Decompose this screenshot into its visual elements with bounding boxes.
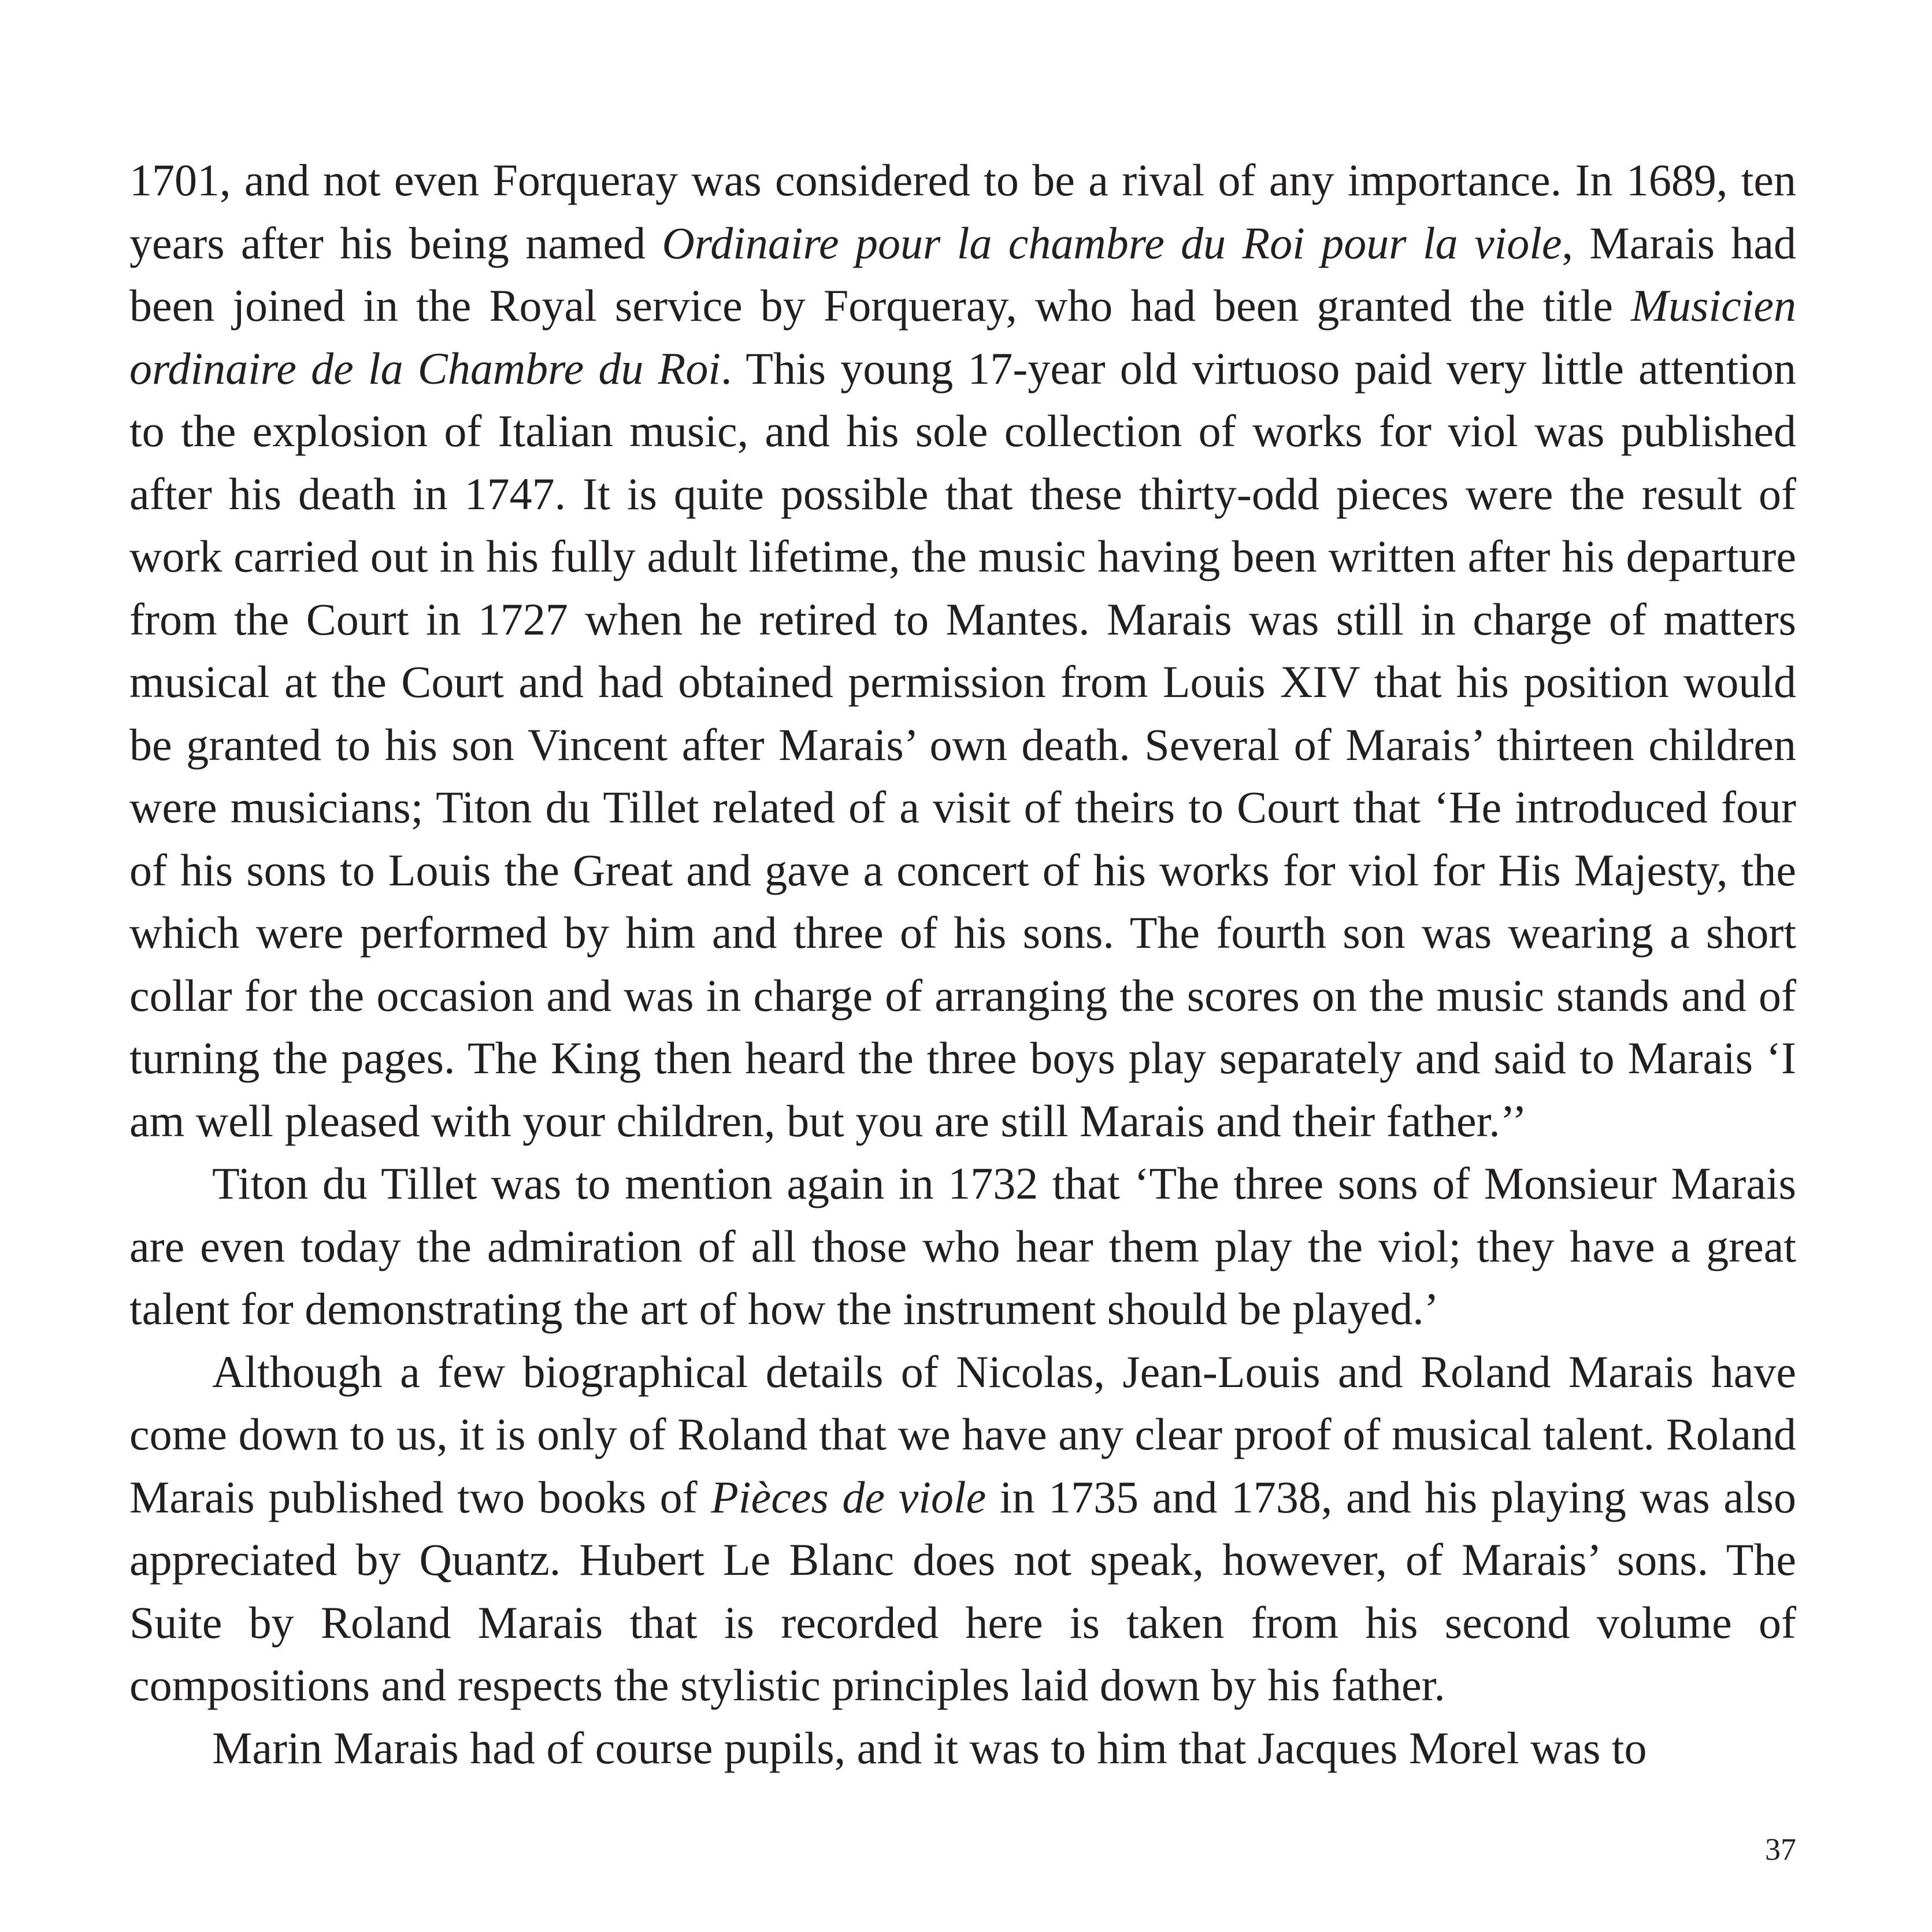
paragraph xyxy=(129,1717,1796,1780)
paragraph xyxy=(129,149,1796,1152)
italic-title: Pièces de viole xyxy=(711,1471,987,1522)
body-text xyxy=(129,149,1796,1779)
paragraph xyxy=(129,1341,1796,1717)
text-run: in 1735 and 1738, and his playing was also appreciated by Quantz. Hubert Le Blanc does not speak, however, of Marais’ sons. The Suite by Roland Marais that is recorded here is taken from his second volume of compositions and respects the stylistic principles laid down by his father. xyxy=(129,1471,1796,1710)
text-run: Marin Marais had of course pupils, and it was to him that Jacques Morel was to xyxy=(212,1722,1647,1773)
text-run: Titon du Tillet was to mention again in 1732 that ‘The three sons of Monsieur Marais are even today the admiration of all those who hear them play the viol; they have a great talent for demonstrating the art of how the instrument should be played.’ xyxy=(129,1158,1796,1334)
text-run: , Marais had been joined in the Royal service by Forqueray, who had been granted the title xyxy=(129,217,1796,331)
text-run: Although a few biographical details of Nicolas, Jean-Louis and Roland Marais have come down to us, it is only of Roland that we have any clear proof of musical talent. Roland Marais published two books of xyxy=(129,1346,1796,1522)
text-run: . This young 17-year old virtuoso paid very little attention to the explosion of Italian music, and his sole collection of works for viol was published after his death in 1747. It is quite possible that these thirty-odd pieces were the result of work carried out in his fully adult lifetime, the music having been written after his departure from the Court in 1727 when he retired to Mantes. Marais was still in charge of matters musical at the Court and had obtained permission from Louis XIV that his position would be granted to his son Vincent after Marais’ own death. Several of Marais’ thirteen children were musicians; Titon du Tillet related of a visit of theirs to Court that ‘He introduced four of his sons to Louis the Great and gave a concert of his works for viol for His Majesty, the which were performed by him and three of his sons. The fourth son was wearing a short collar for the occasion and was in charge of arranging the scores on the music stands and of turning the pages. The King then heard the three boys play separately and said to Marais ‘I am well pleased with your children, but you are still Marais and their father.’’ xyxy=(129,343,1796,1146)
italic-title: Ordinaire pour la chambre du Roi pour la viole xyxy=(662,217,1562,268)
italic-title: Musicien ordinaire de la Chambre du Roi xyxy=(129,280,1796,394)
paragraph xyxy=(129,1152,1796,1341)
text-run: 1701, and not even Forqueray was considered to be a rival of any importance. In 1689, ten years after his being named xyxy=(129,155,1796,268)
page-number: 37 xyxy=(1765,1832,1796,1867)
